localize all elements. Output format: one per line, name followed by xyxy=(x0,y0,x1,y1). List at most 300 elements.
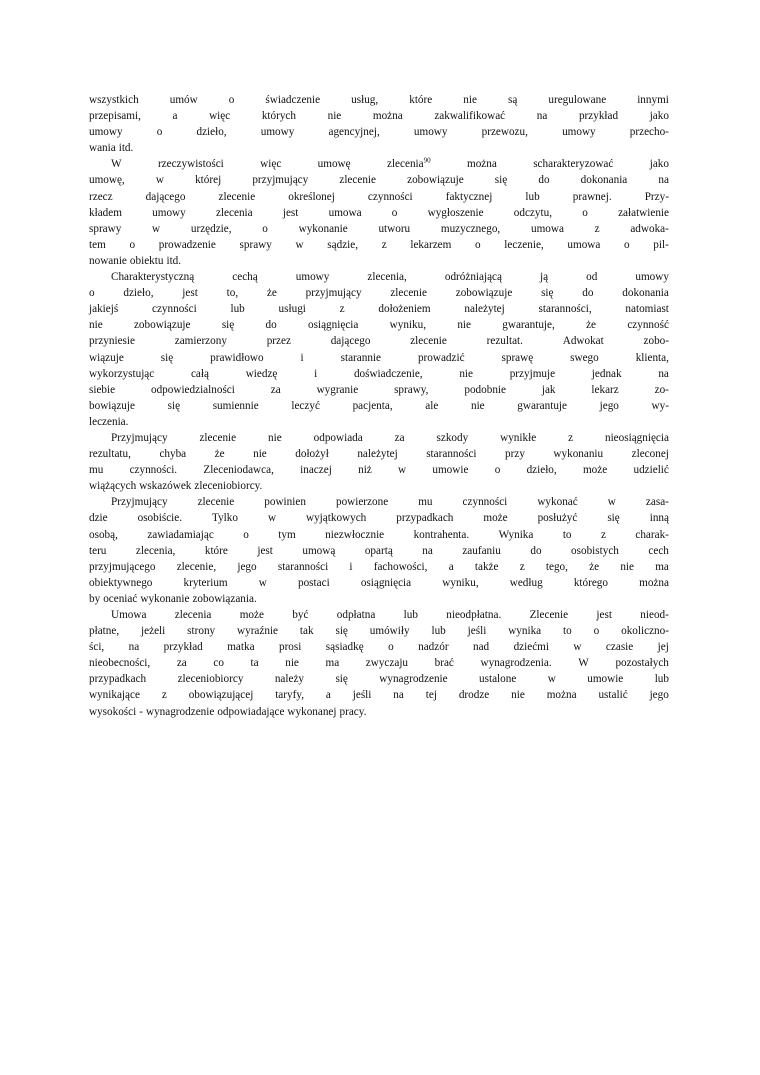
word: sumiennie xyxy=(212,399,259,412)
word: tym xyxy=(278,528,296,541)
word: można xyxy=(467,158,497,171)
text-line xyxy=(89,639,669,655)
word: wykonanie xyxy=(298,222,348,235)
text-line xyxy=(89,575,669,591)
word: zaufaniu xyxy=(462,544,501,557)
word: zobowiązuje xyxy=(133,319,191,332)
text-line xyxy=(89,317,669,333)
word: może xyxy=(239,609,264,621)
word: itd. xyxy=(166,254,182,267)
word: na xyxy=(658,367,669,380)
word: mu xyxy=(418,496,433,509)
word: osobistych xyxy=(571,544,619,557)
word: o xyxy=(388,641,394,654)
word: sprawy, xyxy=(394,383,429,396)
word: nie xyxy=(327,110,342,123)
text-line xyxy=(89,446,669,462)
word: lub xyxy=(654,673,669,686)
text-line xyxy=(89,382,669,398)
text-line xyxy=(89,285,669,301)
word: wykonanie xyxy=(140,592,190,605)
word: należytej xyxy=(464,303,505,316)
word: jego xyxy=(599,399,619,412)
word: usług, xyxy=(351,94,379,106)
word: załatwienie xyxy=(618,206,669,219)
word: leczyć xyxy=(291,399,320,412)
word: całą xyxy=(190,367,209,380)
word: dziećmi xyxy=(513,641,549,654)
text-line xyxy=(89,494,669,510)
word: dokonania xyxy=(580,174,628,187)
word: czynności xyxy=(151,303,197,316)
word: W xyxy=(111,158,122,171)
word: na xyxy=(658,174,669,187)
word: prowadzenie xyxy=(158,238,216,251)
word: wiedzę xyxy=(245,367,278,380)
word: zlecenia xyxy=(215,206,253,219)
word: jako xyxy=(649,110,669,123)
word: których xyxy=(261,110,296,123)
word: charak- xyxy=(635,528,669,541)
word: czynność xyxy=(627,319,669,332)
word: na xyxy=(128,641,140,654)
word: inaczej xyxy=(300,464,332,477)
word: zlecenie xyxy=(197,496,235,509)
word: świadczenie xyxy=(265,94,321,106)
word: odpłatna xyxy=(336,609,376,621)
word: klienta, xyxy=(635,351,669,364)
text-line xyxy=(89,671,669,687)
text-line xyxy=(89,623,669,639)
word: zobowiązuje xyxy=(455,287,513,300)
word: o xyxy=(156,126,163,139)
word: o xyxy=(593,625,600,638)
word: powierzone xyxy=(335,496,389,509)
word: umowy xyxy=(89,126,123,139)
word: wynikające xyxy=(89,689,140,702)
word: można xyxy=(372,110,403,123)
text-line xyxy=(89,462,669,478)
word: zlecenia, xyxy=(367,271,407,284)
word: obiektu xyxy=(129,254,164,267)
word: Przyjmujący xyxy=(111,496,168,509)
word: o xyxy=(624,238,630,251)
word: przyniesie xyxy=(89,335,135,348)
text-line xyxy=(89,510,669,526)
word: usługi xyxy=(278,303,306,316)
word: że xyxy=(589,560,600,573)
word: o xyxy=(228,94,235,106)
word: przypadkach xyxy=(89,673,147,686)
word: odróżniającą xyxy=(444,271,502,284)
word: Wynika xyxy=(498,528,534,541)
word: na xyxy=(393,689,404,702)
word: się xyxy=(494,174,508,187)
word: ma xyxy=(655,560,669,573)
word: wygranie xyxy=(316,383,359,396)
word: zlecenie xyxy=(218,190,256,203)
word: pozostałych xyxy=(615,657,669,670)
text-line xyxy=(89,172,669,188)
word: niezwłocznie xyxy=(325,528,385,541)
word: umowy xyxy=(152,206,186,219)
word: zlecenie xyxy=(390,287,427,300)
word: i xyxy=(349,560,353,573)
word: tem xyxy=(89,238,106,251)
word: więc xyxy=(260,158,282,171)
word: osiągnięcia xyxy=(308,319,359,332)
text-line xyxy=(89,591,669,607)
text-line xyxy=(89,350,669,366)
word: w xyxy=(258,576,267,589)
word: umowę, xyxy=(89,174,125,187)
word: należytej xyxy=(357,448,398,461)
word: lekarzem xyxy=(410,238,452,251)
word: się xyxy=(335,673,348,686)
word: do xyxy=(530,544,542,557)
word: nie xyxy=(268,431,282,444)
word: są xyxy=(508,94,518,106)
word: umowy xyxy=(562,126,596,139)
word: w xyxy=(547,673,556,686)
word: lub xyxy=(230,303,245,316)
word: zlecenia$^{90}$ xyxy=(386,156,431,171)
word: przykład xyxy=(163,641,203,654)
word: lub xyxy=(403,609,418,621)
word: umowie xyxy=(432,464,469,477)
word: cechą xyxy=(232,271,258,284)
word: wysokości xyxy=(89,705,137,718)
word: nieodpłatna. xyxy=(446,609,502,621)
word: mu xyxy=(89,464,104,477)
word: za xyxy=(176,657,187,670)
word: utworu xyxy=(378,222,411,235)
word: jednak xyxy=(591,367,622,380)
word: drodze xyxy=(458,689,490,702)
word: umowy xyxy=(260,126,295,139)
word: o xyxy=(89,287,95,300)
word: podobnie xyxy=(464,383,506,396)
word: jest xyxy=(596,609,612,621)
word: ustalić xyxy=(598,689,628,702)
word: odpowiada xyxy=(313,431,363,444)
word: umowie xyxy=(587,673,624,686)
word: odczytu, xyxy=(513,206,552,219)
word: bowiązuje xyxy=(89,399,135,412)
document-page xyxy=(89,92,669,720)
text-line xyxy=(89,156,669,172)
word: które xyxy=(409,94,433,106)
word: Umowa xyxy=(111,609,147,621)
word: lub xyxy=(431,625,446,638)
word: płatne, xyxy=(89,625,120,638)
word: jeśli xyxy=(352,689,372,702)
word: zawiadamiając xyxy=(147,528,214,541)
paragraph xyxy=(89,430,669,494)
word: zlecenie, xyxy=(176,560,217,573)
paragraph xyxy=(89,92,669,156)
word: a xyxy=(325,689,331,702)
word: nie xyxy=(457,319,471,332)
word: jakiejś xyxy=(89,303,119,316)
word: wskazówek xyxy=(139,480,192,493)
word: i xyxy=(314,367,318,380)
word: wygłoszenie xyxy=(427,206,484,219)
word: - xyxy=(139,705,143,718)
word: nadzór xyxy=(418,641,449,654)
word: wykonanej xyxy=(287,705,337,718)
word: Zlecenie xyxy=(529,609,569,621)
word: do xyxy=(538,174,550,187)
word: o xyxy=(475,238,481,251)
word: dzie xyxy=(89,512,108,525)
word: doświadczenie, xyxy=(353,367,423,380)
word: nowanie xyxy=(89,254,127,267)
word: tak xyxy=(299,625,314,638)
word: oceniać xyxy=(103,592,138,605)
word: W xyxy=(578,657,589,670)
word: dającego xyxy=(145,190,186,203)
word: umów xyxy=(169,94,198,106)
word: staranności, xyxy=(538,303,592,316)
word: dzieło, xyxy=(196,126,227,139)
text-line xyxy=(89,414,669,430)
word: nie xyxy=(463,94,477,106)
word: muzycznego, xyxy=(440,222,501,235)
word: o xyxy=(243,528,249,541)
word: się xyxy=(335,625,348,638)
word: siebie xyxy=(89,383,116,396)
word: z xyxy=(568,431,574,444)
word: ją xyxy=(540,271,549,284)
word: o xyxy=(129,238,136,251)
word: do xyxy=(582,287,594,300)
word: wyjątkowych xyxy=(306,512,367,525)
word: za xyxy=(394,431,405,444)
word: przy xyxy=(505,448,525,461)
word: nie xyxy=(253,448,267,461)
word: wynagrodzenia. xyxy=(480,657,552,670)
word: dołożeniem xyxy=(378,303,431,316)
word: czynności xyxy=(367,190,413,203)
word: zlecenie xyxy=(339,174,376,187)
word: fachowości, xyxy=(373,560,428,573)
word: osobiście. xyxy=(137,512,183,525)
word: nie xyxy=(285,657,299,670)
word: chyba xyxy=(159,448,187,461)
paragraph xyxy=(89,607,669,720)
word: w xyxy=(295,238,304,251)
word: pil- xyxy=(653,238,669,251)
word: umową xyxy=(302,544,336,557)
paragraph xyxy=(89,494,669,607)
word: i xyxy=(300,351,304,364)
word: itd. xyxy=(118,142,134,155)
word: swego xyxy=(570,351,599,364)
word: strony xyxy=(187,625,216,638)
footnote-ref: 90 xyxy=(423,156,431,165)
word: według xyxy=(509,576,543,589)
text-line xyxy=(89,543,669,559)
word: rezultatu, xyxy=(89,448,131,461)
word: przecho- xyxy=(629,126,669,139)
word: przyjmującego xyxy=(89,560,156,573)
word: prawnej. xyxy=(572,190,612,203)
word: obowiązującej xyxy=(188,689,254,702)
word: nie xyxy=(620,560,634,573)
word: z xyxy=(339,303,345,316)
word: inną xyxy=(649,512,669,525)
word: Przy- xyxy=(644,190,669,203)
word: prawidłowo xyxy=(210,351,264,364)
word: leczenia. xyxy=(89,415,129,428)
word: w xyxy=(607,496,616,509)
word: jej xyxy=(657,641,669,654)
word: zlecenia, xyxy=(135,544,176,557)
word: a xyxy=(448,560,454,573)
word: o xyxy=(494,464,501,477)
word: nie xyxy=(511,689,525,702)
word: może xyxy=(582,464,608,477)
word: udzielić xyxy=(633,464,669,477)
word: odpowiedzialności xyxy=(150,383,235,396)
word: pacjenta, xyxy=(352,399,393,412)
word: wania xyxy=(89,142,116,155)
word: obiektywnego xyxy=(89,576,153,589)
word: Tylko xyxy=(212,512,238,525)
word: w xyxy=(152,222,161,235)
word: zlecenia xyxy=(174,609,212,621)
word: na xyxy=(422,544,433,557)
word: wynika xyxy=(508,625,542,638)
word: ale xyxy=(425,399,439,412)
text-line xyxy=(89,430,669,446)
word: wyniku, xyxy=(389,319,427,332)
word: jest xyxy=(282,206,299,219)
word: natomiast xyxy=(625,303,669,316)
word: scharakteryzować xyxy=(533,158,614,171)
word: przepisami, xyxy=(89,110,141,123)
word: szkody xyxy=(436,431,469,444)
word: zleconej xyxy=(631,448,669,461)
word: umówiły xyxy=(369,625,410,638)
text-line xyxy=(89,704,669,720)
word: wynagrodzenie xyxy=(145,705,215,718)
text-line xyxy=(89,237,669,253)
text-line xyxy=(89,140,669,156)
word: a xyxy=(172,110,178,123)
word: wykonaniu xyxy=(553,448,604,461)
word: od xyxy=(586,271,598,284)
word: zlecenie xyxy=(199,431,237,444)
word: zakwalifikować xyxy=(434,110,506,123)
word: umowy xyxy=(295,271,330,284)
word: że xyxy=(214,448,225,461)
word: z xyxy=(600,528,606,541)
word: można xyxy=(639,576,669,589)
word: odpowiadające xyxy=(217,705,285,718)
word: umowy xyxy=(413,126,448,139)
word: leczenie, xyxy=(504,238,544,251)
word: umowa xyxy=(328,206,362,219)
word: z xyxy=(594,222,600,235)
word: przykład xyxy=(578,110,619,123)
word: kontrahenta. xyxy=(413,528,470,541)
text-line xyxy=(89,366,669,382)
text-line xyxy=(89,269,669,285)
word: której xyxy=(195,174,222,187)
word: o xyxy=(582,206,588,219)
word: nad xyxy=(472,641,490,654)
word: umowa xyxy=(530,222,564,235)
word: także xyxy=(474,560,499,573)
word: jego xyxy=(237,560,257,573)
paragraph xyxy=(89,269,669,430)
word: być xyxy=(292,609,309,621)
word: z xyxy=(381,238,387,251)
word: tej xyxy=(425,689,437,702)
word: umowy xyxy=(635,271,669,284)
word: wyraźnie xyxy=(237,625,279,638)
word: więc xyxy=(209,110,231,123)
word: Adwokat xyxy=(562,335,604,348)
text-line xyxy=(89,333,669,349)
word: zasa- xyxy=(645,496,669,509)
word: należy xyxy=(274,673,305,686)
word: dokonania xyxy=(622,287,669,300)
word: jeśli xyxy=(467,625,487,638)
word: okoliczno- xyxy=(621,625,669,638)
word: wykonać xyxy=(537,496,578,509)
word: zobowiązuje xyxy=(407,174,464,187)
word: rezultat. xyxy=(486,335,523,348)
word: że xyxy=(266,287,277,300)
word: zwyczaju xyxy=(365,657,409,670)
text-line xyxy=(89,301,669,317)
word: umowę xyxy=(317,158,351,171)
word: czynności. xyxy=(129,464,178,477)
word: które xyxy=(204,544,228,557)
word: się xyxy=(160,351,174,364)
word: wszystkich xyxy=(89,94,139,106)
word: postaci xyxy=(297,576,330,589)
text-line xyxy=(89,205,669,221)
word: nie xyxy=(89,319,103,332)
word: zlecenie xyxy=(410,335,447,348)
word: innymi xyxy=(637,94,669,106)
text-line xyxy=(89,527,669,543)
word: dzieło, xyxy=(526,464,557,477)
word: by xyxy=(89,592,101,605)
word: powinien xyxy=(264,496,306,509)
word: sprawy xyxy=(89,222,122,235)
word: jest xyxy=(182,287,198,300)
word: określonej xyxy=(288,190,335,203)
text-line xyxy=(89,478,669,494)
word: brać xyxy=(434,657,454,670)
word: teru xyxy=(89,544,107,557)
text-line xyxy=(89,92,669,108)
word: się xyxy=(541,287,554,300)
word: tego, xyxy=(545,560,568,573)
word: co xyxy=(213,657,224,670)
word: do xyxy=(265,319,277,332)
text-line xyxy=(89,398,669,414)
paragraph xyxy=(89,156,669,269)
text-line xyxy=(89,687,669,703)
word: osiągnięcia xyxy=(360,576,412,589)
word: gwarantuje xyxy=(517,399,567,412)
